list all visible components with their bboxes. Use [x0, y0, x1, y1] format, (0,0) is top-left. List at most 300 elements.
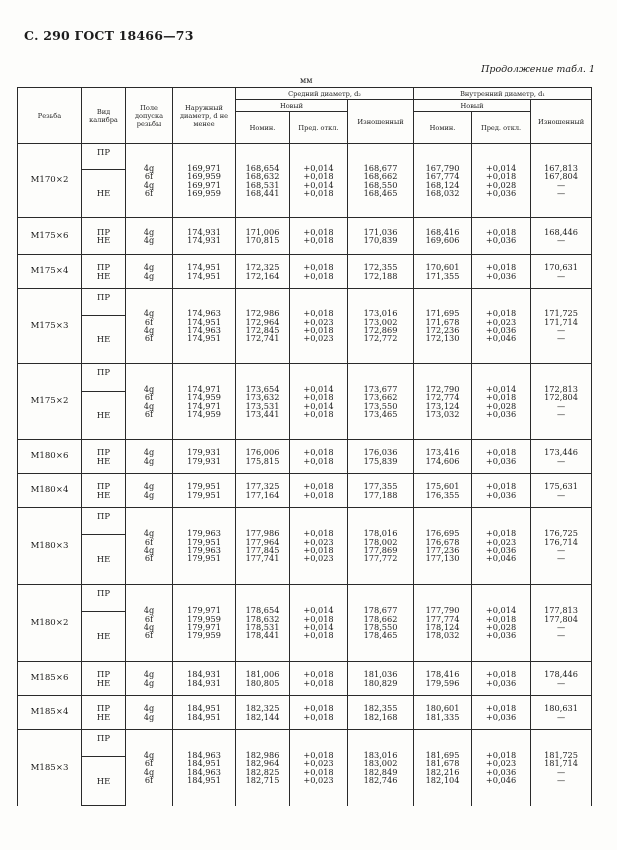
mean-worn-cell-value: 168,550 [363, 179, 398, 190]
mean-nominal-cell [236, 144, 290, 218]
table-row [18, 730, 592, 757]
inner-nominal-cell [414, 440, 472, 474]
inner-nominal-cell-value: 182,216 [425, 766, 460, 777]
mean-deviation-cell [290, 255, 348, 289]
gauge-dimensions-table [17, 87, 592, 806]
mean-worn-cell-value: 168,465 [363, 187, 398, 198]
inner-deviation-cell [472, 289, 531, 364]
tolerance-field-cell-value: 4g [143, 528, 155, 539]
mean-nominal-cell-value: 172,964 [245, 316, 280, 327]
inner-deviation-cell-value: +0,036 [485, 235, 517, 245]
outer-diameter-cell-value: 179,963 [187, 528, 221, 539]
table-row [18, 585, 592, 612]
table-row [18, 364, 592, 392]
inner-worn-cell-value: 171,725 [544, 308, 578, 319]
mean-worn-cell-value: 183,002 [363, 758, 398, 769]
tolerance-field-cell [126, 730, 173, 806]
outer-diameter-cell [173, 662, 236, 696]
gauge-type-cell [82, 440, 126, 474]
inner-worn-cell-value: 171,714 [544, 316, 578, 327]
gauge-type-cell: НЕ [82, 316, 126, 364]
outer-diameter-cell-value: 184,951 [187, 703, 221, 714]
header-inner-deviation: Пред. откл. [472, 112, 531, 144]
outer-diameter-cell [173, 585, 236, 662]
inner-deviation-cell-value: +0,036 [485, 270, 517, 281]
inner-nominal-cell-value: 178,124 [425, 622, 460, 632]
mean-nominal-cell-value: 173,441 [245, 408, 280, 419]
mean-worn-cell [348, 585, 414, 662]
inner-deviation-cell-value: +0,046 [485, 333, 517, 344]
outer-diameter-cell-value: 179,959 [187, 630, 221, 641]
tolerance-field-cell-value: 4g [143, 703, 155, 714]
mean-worn-cell-value: 171,036 [363, 226, 398, 237]
mean-nominal-cell [236, 730, 290, 806]
tolerance-field-cell-value: 6f [144, 392, 154, 403]
header-mean-new: Новый [236, 100, 348, 112]
outer-diameter-cell [173, 144, 236, 218]
mean-nominal-cell-value: 182,144 [245, 711, 280, 722]
gauge-type-cell: ПР [82, 585, 126, 612]
inner-deviation-cell-value: +0,036 [485, 766, 517, 777]
outer-diameter-cell-value: 174,959 [187, 408, 221, 419]
inner-worn-cell-value: — [556, 711, 566, 722]
inner-worn-cell-value: 181,725 [544, 749, 578, 760]
thread-cell: M175×6 [18, 218, 82, 255]
mean-nominal-cell-value: 182,325 [245, 703, 280, 714]
inner-deviation-cell-value: +0,014 [485, 383, 517, 394]
tolerance-field-cell-value: 4g [143, 749, 155, 760]
mean-nominal-cell [236, 364, 290, 440]
gauge-type-cell-value: ПР [97, 481, 110, 492]
mean-worn-cell-value: 178,016 [363, 528, 398, 539]
mean-nominal-cell-value: 172,741 [245, 333, 280, 344]
gauge-type-cell: ПР [82, 144, 126, 170]
table-row [18, 662, 592, 696]
inner-deviation-cell-value: +0,036 [485, 677, 517, 688]
mean-deviation-cell-value: +0,018 [303, 749, 334, 760]
outer-diameter-cell-value: 184,963 [187, 749, 221, 760]
mean-nominal-cell-value: 172,986 [245, 308, 280, 319]
outer-diameter-cell [173, 696, 236, 730]
mean-nominal-cell-value: 177,741 [245, 553, 280, 564]
mean-worn-cell-value: 173,662 [363, 392, 398, 403]
inner-nominal-cell-value: 167,790 [425, 162, 460, 173]
tolerance-field-cell-value: 6f [144, 408, 154, 419]
mean-worn-cell-value: 176,036 [363, 447, 398, 458]
mean-worn-cell-value: 177,188 [363, 489, 398, 500]
mean-deviation-cell [290, 218, 348, 255]
outer-diameter-cell-value: 174,971 [187, 400, 221, 411]
inner-nominal-cell-value: 173,032 [425, 408, 460, 419]
mean-nominal-cell-value: 182,986 [245, 749, 280, 760]
inner-worn-cell-value: 176,714 [544, 536, 578, 547]
tolerance-field-cell-value: 4g [143, 308, 155, 319]
inner-deviation-cell [472, 585, 531, 662]
mean-deviation-cell [290, 474, 348, 508]
tolerance-field-cell [126, 144, 173, 218]
inner-nominal-cell-value: 172,790 [425, 383, 460, 394]
inner-worn-cell [531, 474, 592, 508]
gauge-type-cell-value: ПР [97, 226, 110, 237]
mean-nominal-cell-value: 177,845 [245, 545, 280, 555]
mean-nominal-cell-value: 173,654 [245, 383, 280, 394]
tolerance-field-cell-value: 4g [143, 262, 155, 273]
header-mean-deviation: Пред. откл. [290, 112, 348, 144]
inner-deviation-cell [472, 440, 531, 474]
header-inner-new: Новый [414, 100, 531, 112]
mean-nominal-cell-value: 177,325 [245, 481, 280, 492]
inner-deviation-cell-value: +0,018 [485, 749, 517, 760]
tolerance-field-cell-value: 4g [143, 270, 155, 281]
inner-worn-cell-value: 177,804 [544, 613, 578, 624]
inner-nominal-cell-value: 177,130 [425, 553, 460, 564]
outer-diameter-cell-value: 179,971 [187, 622, 221, 632]
inner-deviation-cell-value: +0,036 [485, 630, 517, 641]
mean-nominal-cell [236, 289, 290, 364]
inner-worn-cell-value: — [556, 187, 566, 198]
mean-deviation-cell-value: +0,018 [303, 447, 334, 458]
mean-worn-cell-value: 180,829 [363, 677, 398, 688]
inner-nominal-cell-value: 176,695 [425, 528, 460, 539]
mean-worn-cell-value: 172,869 [363, 325, 398, 335]
tolerance-field-cell [126, 218, 173, 255]
tolerance-field-cell-value: 4g [143, 711, 155, 722]
mean-deviation-cell-value: +0,018 [303, 235, 334, 245]
outer-diameter-cell-value: 174,951 [187, 333, 221, 344]
mean-nominal-cell [236, 696, 290, 730]
tolerance-field-cell-value: 4g [143, 622, 155, 632]
inner-nominal-cell [414, 730, 472, 806]
inner-nominal-cell-value: 173,416 [425, 447, 460, 458]
mean-nominal-cell [236, 440, 290, 474]
inner-deviation-cell-value: +0,036 [485, 711, 517, 722]
gauge-type-cell: НЕ [82, 170, 126, 218]
mean-worn-cell-value: 183,016 [363, 749, 398, 760]
inner-deviation-cell-value: +0,018 [485, 308, 517, 319]
mean-worn-cell [348, 218, 414, 255]
outer-diameter-cell-value: 184,951 [187, 711, 221, 722]
header-outer-diameter: Наружный диаметр, d не менее [173, 88, 236, 144]
gauge-type-cell-value: НЕ [96, 235, 111, 245]
tolerance-field-cell [126, 289, 173, 364]
header-inner-diameter: Внутренний диаметр, d₁ [414, 88, 592, 100]
inner-nominal-cell-value: 175,601 [425, 481, 460, 492]
gauge-type-cell: ПР [82, 508, 126, 535]
outer-diameter-cell-value: 174,951 [187, 316, 221, 327]
inner-worn-cell-value: 177,813 [544, 605, 578, 616]
inner-worn-cell-value: — [556, 455, 566, 466]
header-inner-nominal: Номин. [414, 112, 472, 144]
mean-nominal-cell-value: 176,006 [245, 447, 280, 458]
inner-nominal-cell [414, 474, 472, 508]
inner-nominal-cell-value: 179,596 [425, 677, 460, 688]
inner-deviation-cell-value: +0,036 [485, 325, 517, 335]
tolerance-field-cell-value: 4g [143, 235, 155, 245]
tolerance-field-cell-value: 6f [144, 630, 154, 641]
mean-worn-cell [348, 730, 414, 806]
tolerance-field-cell-value: 4g [143, 545, 155, 555]
mean-nominal-cell-value: 168,654 [245, 162, 280, 173]
outer-diameter-cell-value: 179,963 [187, 545, 221, 555]
inner-worn-cell-value: — [556, 333, 566, 344]
mean-nominal-cell-value: 173,632 [245, 392, 280, 403]
inner-deviation-cell-value: +0,018 [485, 481, 517, 492]
outer-diameter-cell [173, 218, 236, 255]
mean-nominal-cell-value: 168,632 [245, 171, 280, 182]
tolerance-field-cell-value: 4g [143, 489, 155, 500]
inner-worn-cell-value: — [556, 545, 566, 555]
outer-diameter-cell [173, 474, 236, 508]
mean-worn-cell-value: 178,677 [363, 605, 398, 616]
mean-deviation-cell [290, 696, 348, 730]
mean-worn-cell-value: 173,550 [363, 400, 398, 411]
mean-worn-cell [348, 508, 414, 585]
mean-nominal-cell-value: 170,815 [245, 235, 280, 245]
mean-nominal-cell-value: 168,441 [245, 187, 280, 198]
gauge-type-cell [82, 255, 126, 289]
mean-worn-cell-value: 173,465 [363, 408, 398, 419]
mean-deviation-cell-value: +0,018 [303, 711, 334, 722]
thread-cell: M170×2 [18, 144, 82, 218]
outer-diameter-cell-value: 169,959 [187, 171, 221, 182]
mean-nominal-cell [236, 474, 290, 508]
inner-worn-cell [531, 289, 592, 364]
tolerance-field-cell-value: 6f [144, 171, 154, 182]
tolerance-field-cell-value: 4g [143, 383, 155, 394]
tolerance-field-cell-value: 4g [143, 677, 155, 688]
inner-nominal-cell-value: 182,104 [425, 775, 460, 786]
mean-deviation-cell-value: +0,023 [303, 553, 334, 564]
tolerance-field-cell-value: 4g [143, 605, 155, 616]
mean-nominal-cell [236, 662, 290, 696]
mean-worn-cell-value: 177,772 [363, 553, 398, 564]
outer-diameter-cell-value: 174,963 [187, 308, 221, 319]
mean-deviation-cell-value: +0,018 [303, 677, 334, 688]
mean-deviation-cell-value: +0,023 [303, 775, 334, 786]
mean-deviation-cell-value: +0,018 [303, 187, 334, 198]
inner-worn-cell-value: — [556, 408, 566, 419]
inner-worn-cell-value: — [556, 622, 566, 632]
mean-worn-cell [348, 289, 414, 364]
inner-nominal-cell-value: 177,774 [425, 613, 460, 624]
inner-deviation-cell-value: +0,028 [485, 400, 517, 411]
thread-cell: M180×3 [18, 508, 82, 585]
inner-deviation-cell-value: +0,036 [485, 187, 517, 198]
mean-deviation-cell [290, 289, 348, 364]
mean-worn-cell-value: 170,839 [363, 235, 398, 245]
inner-worn-cell-value: 168,446 [544, 226, 578, 237]
table-row [18, 255, 592, 289]
inner-deviation-cell-value: +0,018 [485, 447, 517, 458]
inner-nominal-cell-value: 169,606 [425, 235, 460, 245]
inner-deviation-cell-value: +0,036 [485, 455, 517, 466]
thread-cell: M180×2 [18, 585, 82, 662]
inner-nominal-cell [414, 218, 472, 255]
mean-deviation-cell-value: +0,018 [303, 766, 334, 777]
inner-nominal-cell-value: 171,355 [425, 270, 460, 281]
mean-worn-cell-value: 178,662 [363, 613, 398, 624]
mean-deviation-cell-value: +0,018 [303, 528, 334, 539]
inner-deviation-cell-value: +0,046 [485, 553, 517, 564]
inner-worn-cell-value: — [556, 400, 566, 411]
inner-worn-cell-value: 170,631 [544, 262, 578, 273]
inner-worn-cell-value: — [556, 325, 566, 335]
mean-nominal-cell-value: 178,531 [245, 622, 280, 632]
inner-deviation-cell-value: +0,023 [485, 758, 517, 769]
gauge-type-cell: НЕ [82, 612, 126, 662]
mean-nominal-cell [236, 508, 290, 585]
header-gauge-type: Вид калибра [82, 88, 126, 144]
tolerance-field-cell-value: 6f [144, 613, 154, 624]
inner-worn-cell-value: 175,631 [544, 481, 578, 492]
inner-nominal-cell-value: 181,678 [425, 758, 460, 769]
mean-worn-cell-value: 182,746 [363, 775, 398, 786]
mean-deviation-cell-value: +0,023 [303, 758, 334, 769]
mean-nominal-cell-value: 168,531 [245, 179, 280, 190]
gauge-type-cell-value: НЕ [96, 489, 111, 500]
mean-worn-cell [348, 696, 414, 730]
inner-deviation-cell-value: +0,036 [485, 545, 517, 555]
mean-deviation-cell-value: +0,018 [303, 481, 334, 492]
mean-nominal-cell-value: 173,531 [245, 400, 280, 411]
tolerance-field-cell-value: 6f [144, 316, 154, 327]
inner-worn-cell [531, 144, 592, 218]
gauge-type-cell [82, 218, 126, 255]
tolerance-field-cell-value: 6f [144, 536, 154, 547]
inner-worn-cell [531, 730, 592, 806]
inner-nominal-cell-value: 173,124 [425, 400, 460, 411]
thread-cell: M185×4 [18, 696, 82, 730]
inner-deviation-cell-value: +0,046 [485, 775, 517, 786]
mean-deviation-cell-value: +0,018 [303, 325, 334, 335]
header-mean-diameter: Средний диаметр, d₂ [236, 88, 414, 100]
mean-deviation-cell-value: +0,018 [303, 262, 334, 273]
header-mean-worn: Изношенный [348, 100, 414, 144]
inner-deviation-cell-value: +0,023 [485, 316, 517, 327]
outer-diameter-cell-value: 169,971 [187, 179, 221, 190]
mean-nominal-cell-value: 172,845 [245, 325, 280, 335]
mean-deviation-cell-value: +0,018 [303, 613, 334, 624]
mean-worn-cell [348, 255, 414, 289]
unit-label: мм [300, 76, 313, 85]
inner-nominal-cell-value: 174,606 [425, 455, 460, 466]
tolerance-field-cell-value: 4g [143, 400, 155, 411]
inner-deviation-cell-value: +0,018 [485, 392, 517, 403]
inner-nominal-cell-value: 181,695 [425, 749, 460, 760]
inner-nominal-cell [414, 364, 472, 440]
inner-nominal-cell-value: 172,774 [425, 392, 460, 403]
mean-worn-cell [348, 364, 414, 440]
inner-nominal-cell [414, 585, 472, 662]
mean-worn-cell-value: 168,662 [363, 171, 398, 182]
inner-worn-cell-value: — [556, 553, 566, 564]
thread-cell: M180×4 [18, 474, 82, 508]
outer-diameter-cell-value: 184,951 [187, 775, 221, 786]
inner-worn-cell [531, 440, 592, 474]
mean-deviation-cell-value: +0,018 [303, 171, 334, 182]
table-row [18, 440, 592, 474]
inner-nominal-cell-value: 176,678 [425, 536, 460, 547]
tolerance-field-cell-value: 4g [143, 766, 155, 777]
inner-nominal-cell-value: 177,236 [425, 545, 460, 555]
gauge-type-cell [82, 474, 126, 508]
mean-worn-cell [348, 144, 414, 218]
header-tolerance-field: Поле допуска резьбы [126, 88, 173, 144]
inner-worn-cell [531, 662, 592, 696]
mean-worn-cell-value: 182,849 [363, 766, 398, 777]
mean-worn-cell-value: 181,036 [363, 669, 398, 680]
inner-worn-cell-value: — [556, 270, 566, 281]
inner-deviation-cell [472, 144, 531, 218]
mean-deviation-cell-value: +0,023 [303, 333, 334, 344]
thread-cell: M175×3 [18, 289, 82, 364]
inner-nominal-cell [414, 289, 472, 364]
mean-nominal-cell-value: 178,441 [245, 630, 280, 641]
table-row [18, 144, 592, 170]
inner-nominal-cell-value: 172,130 [425, 333, 460, 344]
inner-worn-cell-value: 180,631 [544, 703, 578, 714]
gauge-type-cell-value: ПР [97, 703, 110, 714]
tolerance-field-cell [126, 662, 173, 696]
mean-deviation-cell-value: +0,018 [303, 408, 334, 419]
outer-diameter-cell-value: 179,951 [187, 553, 221, 564]
inner-deviation-cell-value: +0,018 [485, 703, 517, 714]
mean-deviation-cell-value: +0,018 [303, 455, 334, 466]
tolerance-field-cell-value: 4g [143, 325, 155, 335]
mean-nominal-cell-value: 177,986 [245, 528, 280, 539]
inner-nominal-cell-value: 180,601 [425, 703, 460, 714]
inner-nominal-cell-value: 181,335 [425, 711, 460, 722]
mean-nominal-cell-value: 172,164 [245, 270, 280, 281]
gauge-type-cell: НЕ [82, 757, 126, 806]
tolerance-field-cell-value: 6f [144, 187, 154, 198]
inner-worn-cell-value: 167,813 [544, 162, 578, 173]
inner-nominal-cell-value: 176,355 [425, 489, 460, 500]
inner-deviation-cell-value: +0,018 [485, 669, 517, 680]
inner-nominal-cell [414, 508, 472, 585]
mean-worn-cell-value: 172,355 [363, 262, 398, 273]
thread-cell: M185×6 [18, 662, 82, 696]
mean-deviation-cell-value: +0,018 [303, 703, 334, 714]
inner-deviation-cell [472, 364, 531, 440]
mean-worn-cell-value: 177,355 [363, 481, 398, 492]
mean-deviation-cell [290, 440, 348, 474]
inner-nominal-cell [414, 144, 472, 218]
inner-worn-cell [531, 364, 592, 440]
outer-diameter-cell-value: 179,951 [187, 489, 221, 500]
thread-cell: M175×2 [18, 364, 82, 440]
mean-nominal-cell-value: 181,006 [245, 669, 280, 680]
tolerance-field-cell [126, 474, 173, 508]
inner-worn-cell-value: — [556, 766, 566, 777]
thread-cell: M185×3 [18, 730, 82, 806]
inner-deviation-cell-value: +0,036 [485, 489, 517, 500]
mean-deviation-cell-value: +0,018 [303, 270, 334, 281]
inner-deviation-cell [472, 508, 531, 585]
inner-worn-cell [531, 508, 592, 585]
tolerance-field-cell-value: 4g [143, 447, 155, 458]
tolerance-field-cell-value: 6f [144, 775, 154, 786]
gauge-type-cell-value: ПР [97, 262, 110, 273]
inner-nominal-cell-value: 168,416 [425, 226, 460, 237]
mean-worn-cell [348, 474, 414, 508]
gauge-type-cell: ПР [82, 289, 126, 316]
gauge-type-cell-value: НЕ [96, 455, 111, 466]
inner-nominal-cell-value: 178,032 [425, 630, 460, 641]
outer-diameter-cell-value: 174,971 [187, 383, 221, 394]
inner-worn-cell-value: 167,804 [544, 171, 578, 182]
outer-diameter-cell-value: 179,971 [187, 605, 221, 616]
